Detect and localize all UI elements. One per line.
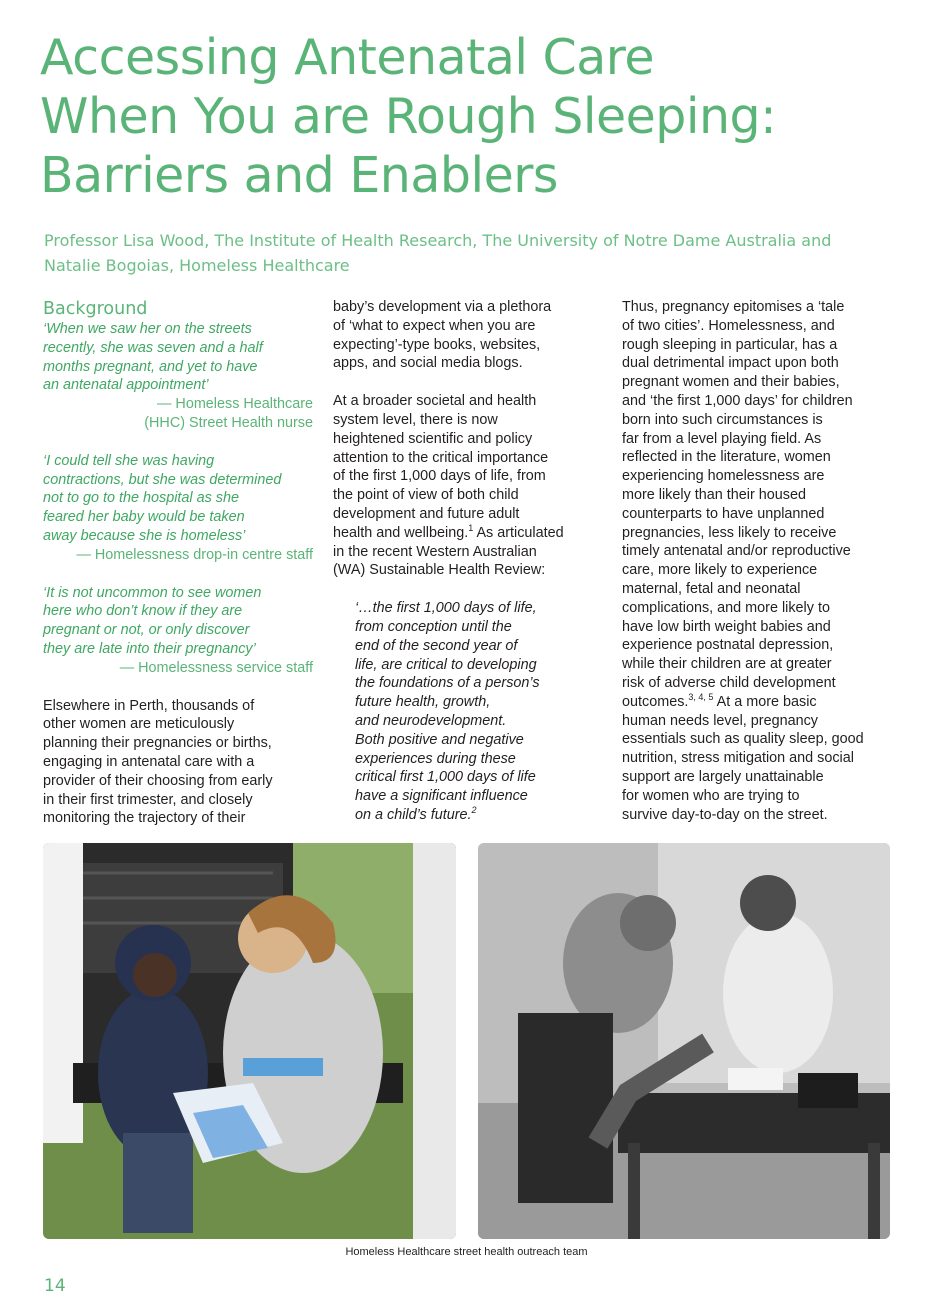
text-line: outcomes.	[622, 693, 689, 710]
text-line: human needs level, pregnancy	[622, 712, 819, 729]
text-line: born into such circumstances is	[622, 411, 823, 428]
quote-line: feared her baby would be taken	[43, 509, 245, 526]
text-line: experiencing homelessness are	[622, 468, 825, 485]
photo-illustration	[43, 843, 456, 1239]
text-line: maternal, fetal and neonatal	[622, 580, 801, 597]
body-paragraph	[333, 298, 591, 373]
text-line: system level, there is now	[333, 411, 498, 428]
quote-attribution	[43, 395, 313, 433]
text-line: monitoring the trajectory of their	[43, 810, 246, 827]
text-line: far from a level playing field. As	[622, 430, 822, 447]
column-1	[43, 298, 313, 828]
text-line: Elsewhere in Perth, thousands of	[43, 697, 255, 714]
body-paragraph	[43, 697, 313, 829]
quote-line: recently, she was seven and a half	[43, 339, 263, 356]
text-line: while their children are at greater	[622, 656, 832, 673]
text-line: other women are meticulously	[43, 716, 235, 733]
text-line: of two cities’. Homelessness, and	[622, 317, 835, 334]
text-line: planning their pregnancies or births,	[43, 735, 272, 752]
text-line: have low birth weight babies and	[622, 618, 831, 635]
reference-marker: 3, 4, 5	[688, 691, 714, 702]
photo-illustration	[478, 843, 890, 1239]
text-line: rough sleeping in particular, has a	[622, 336, 838, 353]
quote-line: ‘…the first 1,000 days of life,	[355, 600, 537, 617]
text-line: risk of adverse child development	[622, 674, 836, 691]
text-line: care, more likely to experience	[622, 562, 818, 579]
text-line: of ‘what to expect when you are	[333, 317, 536, 334]
text-line: reflected in the literature, women	[622, 449, 831, 466]
quote-line: not to go to the hospital as she	[43, 490, 240, 507]
text-line: and ‘the first 1,000 days’ for children	[622, 392, 853, 409]
pull-quote	[43, 452, 313, 546]
text-line: in the recent Western Australian	[333, 543, 537, 560]
attribution-line: (HHC) Street Health nurse	[144, 414, 313, 431]
section-heading: Background	[43, 299, 148, 319]
quote-line: ‘When we saw her on the streets	[43, 321, 252, 337]
block-quote	[333, 599, 591, 825]
page-number: 14	[44, 1276, 66, 1296]
text-line: engaging in antenatal care with a	[43, 753, 255, 770]
text-line: complications, and more likely to	[622, 599, 830, 616]
quote-line: ‘I could tell she was having	[43, 452, 215, 469]
authors-text: Natalie Bogoias, Homeless Healthcare	[44, 256, 350, 275]
text-line: At a broader societal and health	[333, 393, 537, 410]
quote-line: critical first 1,000 days of life	[355, 769, 536, 786]
quote-line: ‘It is not uncommon to see women	[43, 584, 262, 601]
photo-outreach-van	[43, 843, 456, 1239]
quote-line: here who don’t know if they are	[43, 603, 243, 620]
column-3	[622, 298, 884, 824]
text-line: At a more basic	[713, 693, 817, 710]
text-line: timely antenatal and/or reproductive	[622, 543, 851, 560]
text-line: (WA) Sustainable Health Review:	[333, 562, 546, 579]
article-title	[40, 28, 900, 205]
quote-line: have a significant influence	[355, 788, 528, 805]
quote-line: experiences during these	[355, 750, 516, 767]
text-line: baby’s development via a plethora	[333, 299, 552, 315]
quote-line: on a child’s future.	[355, 806, 472, 823]
text-line: pregnancies, less likely to receive	[622, 524, 837, 541]
text-line: Thus, pregnancy epitomises a ‘tale	[622, 299, 845, 315]
quote-line: away because she is homeless’	[43, 527, 246, 544]
text-line: support are largely unattainable	[622, 768, 824, 785]
quote-line: from conception until the	[355, 618, 512, 635]
text-line: development and future adult	[333, 505, 520, 522]
text-line: apps, and social media blogs.	[333, 355, 523, 372]
text-line: nutrition, stress mitigation and social	[622, 750, 854, 767]
quote-line: pregnant or not, or only discover	[43, 622, 250, 639]
photo-clinic-room	[478, 843, 890, 1239]
quote-line: Both positive and negative	[355, 731, 524, 748]
text-line: heightened scientific and policy	[333, 430, 533, 447]
quote-line: the foundations of a person’s	[355, 675, 540, 692]
authors-text: Professor Lisa Wood, The Institute of Health Research, The University of Notre Dame Australia and	[44, 231, 832, 250]
reference-marker: 1	[468, 522, 474, 533]
text-line: experience postnatal depression,	[622, 637, 834, 654]
body-paragraph	[622, 298, 884, 824]
text-line: expecting’-type books, websites,	[333, 336, 541, 353]
pull-quote	[43, 320, 313, 395]
attribution-line: — Homelessness service staff	[119, 659, 313, 676]
quote-line: contractions, but she was determined	[43, 471, 282, 488]
text-line: dual detrimental impact upon both	[622, 355, 839, 372]
text-line: health and wellbeing.	[333, 524, 469, 541]
quote-line: months pregnant, and yet to have	[43, 358, 258, 375]
quote-line: future health, growth,	[355, 694, 491, 711]
quote-line: and neurodevelopment.	[355, 712, 507, 729]
photo-caption: Homeless Healthcare street health outreach team	[345, 1246, 588, 1258]
authors-line	[44, 228, 904, 278]
reference-marker: 2	[471, 805, 477, 816]
quote-line: life, are critical to developing	[355, 656, 537, 673]
attribution-line: — Homelessness drop-in centre staff	[76, 546, 313, 563]
attribution-line: — Homeless Healthcare	[157, 396, 313, 413]
title-line: Barriers and Enablers	[40, 147, 558, 204]
text-line: the point of view of both child	[333, 487, 519, 504]
text-line: for women who are trying to	[622, 787, 800, 804]
quote-attribution	[43, 546, 313, 565]
pull-quote	[43, 584, 313, 659]
text-line: attention to the critical importance	[333, 449, 549, 466]
quote-line: end of the second year of	[355, 637, 518, 654]
title-line: When You are Rough Sleeping:	[40, 88, 777, 145]
column-2	[333, 298, 591, 825]
text-line: pregnant women and their babies,	[622, 374, 840, 391]
text-line: more likely than their housed	[622, 486, 806, 503]
text-line: As articulated	[473, 524, 564, 541]
text-line: in their first trimester, and closely	[43, 791, 253, 808]
body-paragraph	[333, 392, 591, 580]
text-line: of the first 1,000 days of life, from	[333, 468, 546, 485]
quote-line: they are late into their pregnancy’	[43, 640, 256, 657]
text-line: counterparts to have unplanned	[622, 505, 825, 522]
text-line: provider of their choosing from early	[43, 772, 273, 789]
text-line: essentials such as quality sleep, good	[622, 731, 864, 748]
quote-attribution	[43, 659, 313, 678]
quote-line: an antenatal appointment’	[43, 377, 209, 394]
title-line: Accessing Antenatal Care	[40, 29, 654, 86]
text-line: survive day-to-day on the street.	[622, 806, 828, 823]
